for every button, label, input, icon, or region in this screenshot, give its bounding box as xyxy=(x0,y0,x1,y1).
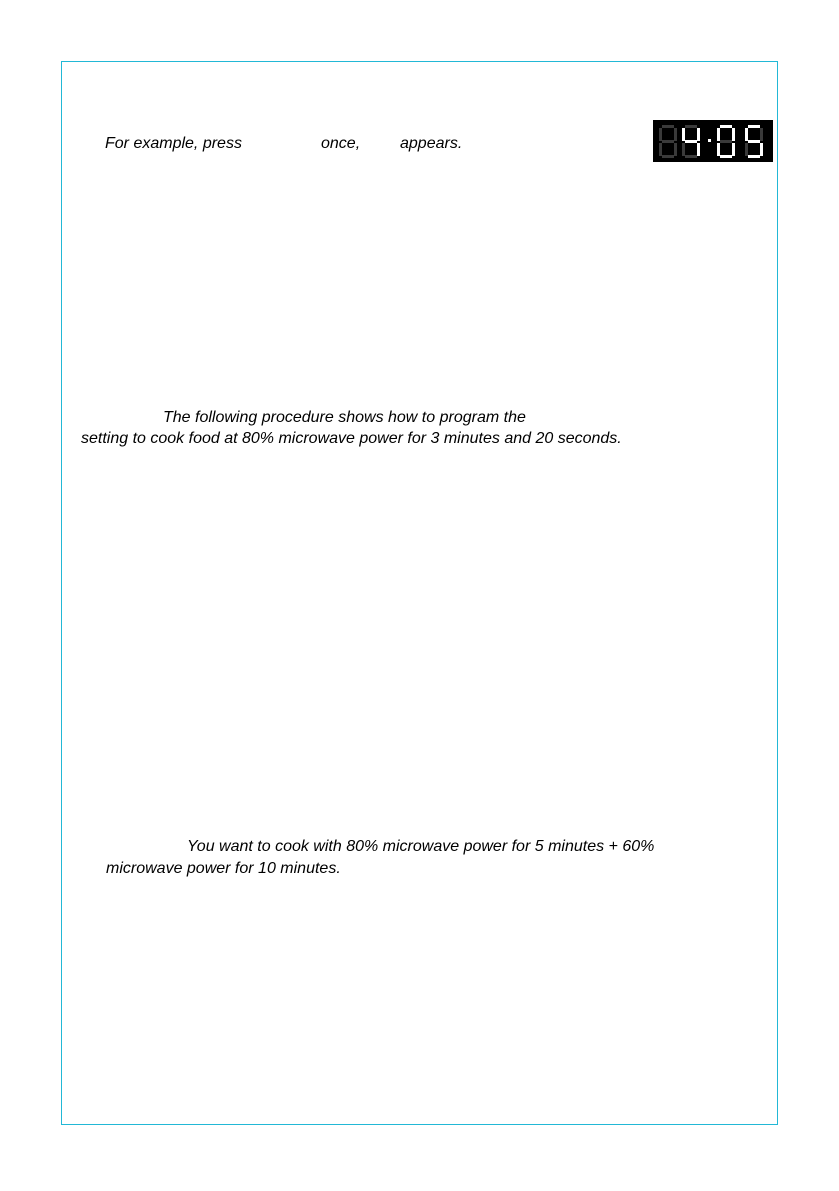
multistage-line-1: You want to cook with 80% microwave power for 5 minutes + 60% xyxy=(187,838,655,855)
seven-segment-digits xyxy=(653,120,773,162)
example-text-once: once, xyxy=(321,135,361,152)
led-display xyxy=(653,120,773,162)
procedure-line-1: The following procedure shows how to program the xyxy=(163,409,526,426)
example-text-press: For example, press xyxy=(105,135,242,152)
multistage-line-2: microwave power for 10 minutes. xyxy=(106,860,341,877)
procedure-line-2: setting to cook food at 80% microwave power for 3 minutes and 20 seconds. xyxy=(81,430,622,447)
example-text-appears: appears. xyxy=(400,135,463,152)
page-frame xyxy=(61,61,778,1125)
